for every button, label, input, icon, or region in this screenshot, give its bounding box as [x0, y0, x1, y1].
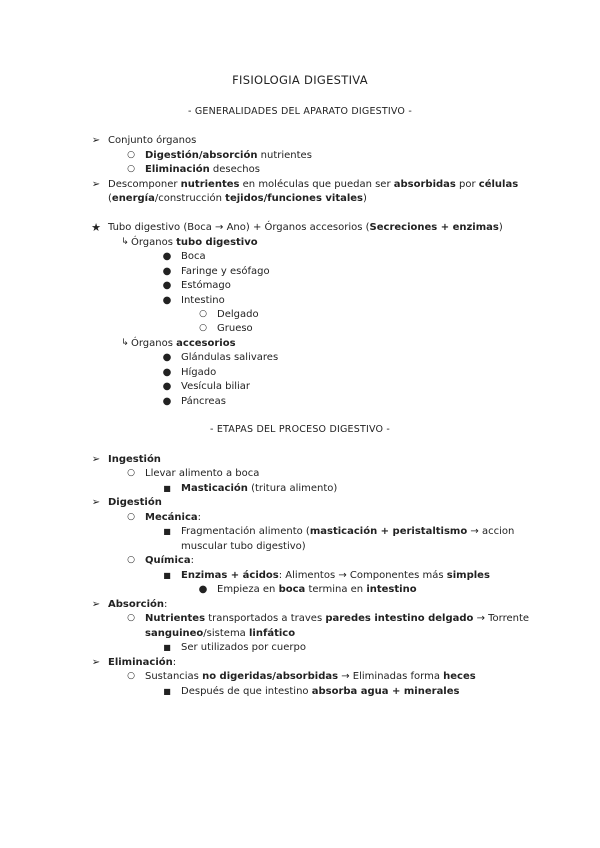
list-item: Estómago: [181, 280, 231, 291]
dot-bullet-icon: ●: [162, 251, 172, 262]
list-item: Fragmentación alimento (masticación + peristaltismo → accion: [181, 526, 515, 537]
list-item: Masticación (tritura alimento): [181, 483, 338, 494]
dot-bullet-icon: ●: [162, 352, 172, 363]
circle-bullet-icon: ○: [127, 164, 135, 174]
list-item: Boca: [181, 251, 206, 262]
square-bullet-icon: ■: [163, 571, 171, 580]
dot-bullet-icon: ●: [162, 280, 172, 291]
list-item: Órganos tubo digestivo: [131, 237, 258, 248]
list-item: Mecánica:: [145, 512, 202, 523]
list-item: Ser utilizados por cuerpo: [181, 642, 306, 653]
arrow-bullet-icon: ➢: [91, 454, 101, 465]
section-heading-etapas: - ETAPAS DEL PROCESO DIGESTIVO -: [209, 424, 391, 435]
dot-bullet-icon: ●: [162, 295, 172, 306]
dot-bullet-icon: ●: [162, 381, 172, 392]
list-item: Sustancias no digeridas/absorbidas → Eliminadas forma heces: [145, 671, 476, 682]
circle-bullet-icon: ○: [199, 309, 207, 319]
page-title: FISIOLOGIA DIGESTIVA: [232, 73, 368, 87]
list-item: sanguineo/sistema linfático: [145, 628, 296, 639]
list-item: Grueso: [217, 323, 253, 334]
return-arrow-icon: ↳: [121, 237, 129, 247]
star-bullet-icon: ★: [91, 221, 101, 234]
list-item: Delgado: [217, 309, 259, 320]
list-item: Eliminación desechos: [145, 164, 260, 175]
list-item: Órganos accesorios: [131, 338, 236, 349]
arrow-bullet-icon: ➢: [91, 135, 101, 146]
dot-bullet-icon: ●: [198, 584, 208, 595]
list-item: Empieza en boca termina en intestino: [217, 584, 417, 595]
circle-bullet-icon: ○: [127, 555, 135, 565]
list-item: Enzimas + ácidos: Alimentos → Componentes más simples: [181, 570, 490, 581]
circle-bullet-icon: ○: [127, 150, 135, 160]
dot-bullet-icon: ●: [162, 396, 172, 407]
list-item: Nutrientes transportados a traves paredes intestino delgado → Torrente: [145, 613, 530, 624]
circle-bullet-icon: ○: [127, 671, 135, 681]
arrow-bullet-icon: ➢: [91, 497, 101, 508]
circle-bullet-icon: ○: [127, 512, 135, 522]
circle-bullet-icon: ○: [127, 613, 135, 623]
list-item: Digestión: [108, 497, 162, 508]
list-item: Química:: [145, 555, 194, 566]
list-item: Llevar alimento a boca: [145, 468, 260, 479]
dot-bullet-icon: ●: [162, 367, 172, 378]
square-bullet-icon: ■: [163, 643, 171, 652]
dot-bullet-icon: ●: [162, 266, 172, 277]
arrow-bullet-icon: ➢: [91, 599, 101, 610]
square-bullet-icon: ■: [163, 484, 171, 493]
list-item: Vesícula biliar: [181, 381, 251, 392]
list-item: (energía/construcción tejidos/funciones vitales): [108, 193, 367, 204]
list-item: Hígado: [181, 367, 217, 378]
list-item: Conjunto órganos: [108, 135, 197, 146]
arrow-bullet-icon: ➢: [91, 179, 101, 190]
list-item: Glándulas salivares: [181, 352, 279, 363]
list-item: Faringe y esófago: [181, 266, 270, 277]
list-item: Digestión/absorción nutrientes: [145, 150, 312, 161]
list-item: Después de que intestino absorba agua + minerales: [181, 686, 460, 697]
list-item: Intestino: [181, 295, 225, 306]
square-bullet-icon: ■: [163, 687, 171, 696]
list-item: Eliminación:: [108, 657, 177, 668]
circle-bullet-icon: ○: [127, 468, 135, 478]
arrow-bullet-icon: ➢: [91, 657, 101, 668]
list-item: muscular tubo digestivo): [181, 541, 306, 552]
circle-bullet-icon: ○: [199, 323, 207, 333]
list-item: Páncreas: [181, 396, 226, 407]
square-bullet-icon: ■: [163, 527, 171, 536]
list-item: Tubo digestivo (Boca → Ano) + Órganos accesorios (Secreciones + enzimas): [108, 222, 503, 233]
list-item: Absorción:: [108, 599, 168, 610]
section-heading-generalidades: - GENERALIDADES DEL APARATO DIGESTIVO -: [188, 106, 412, 117]
list-item: Descomponer nutrientes en moléculas que puedan ser absorbidas por células: [108, 179, 519, 190]
return-arrow-icon: ↳: [121, 338, 129, 348]
list-item: Ingestión: [108, 454, 161, 465]
